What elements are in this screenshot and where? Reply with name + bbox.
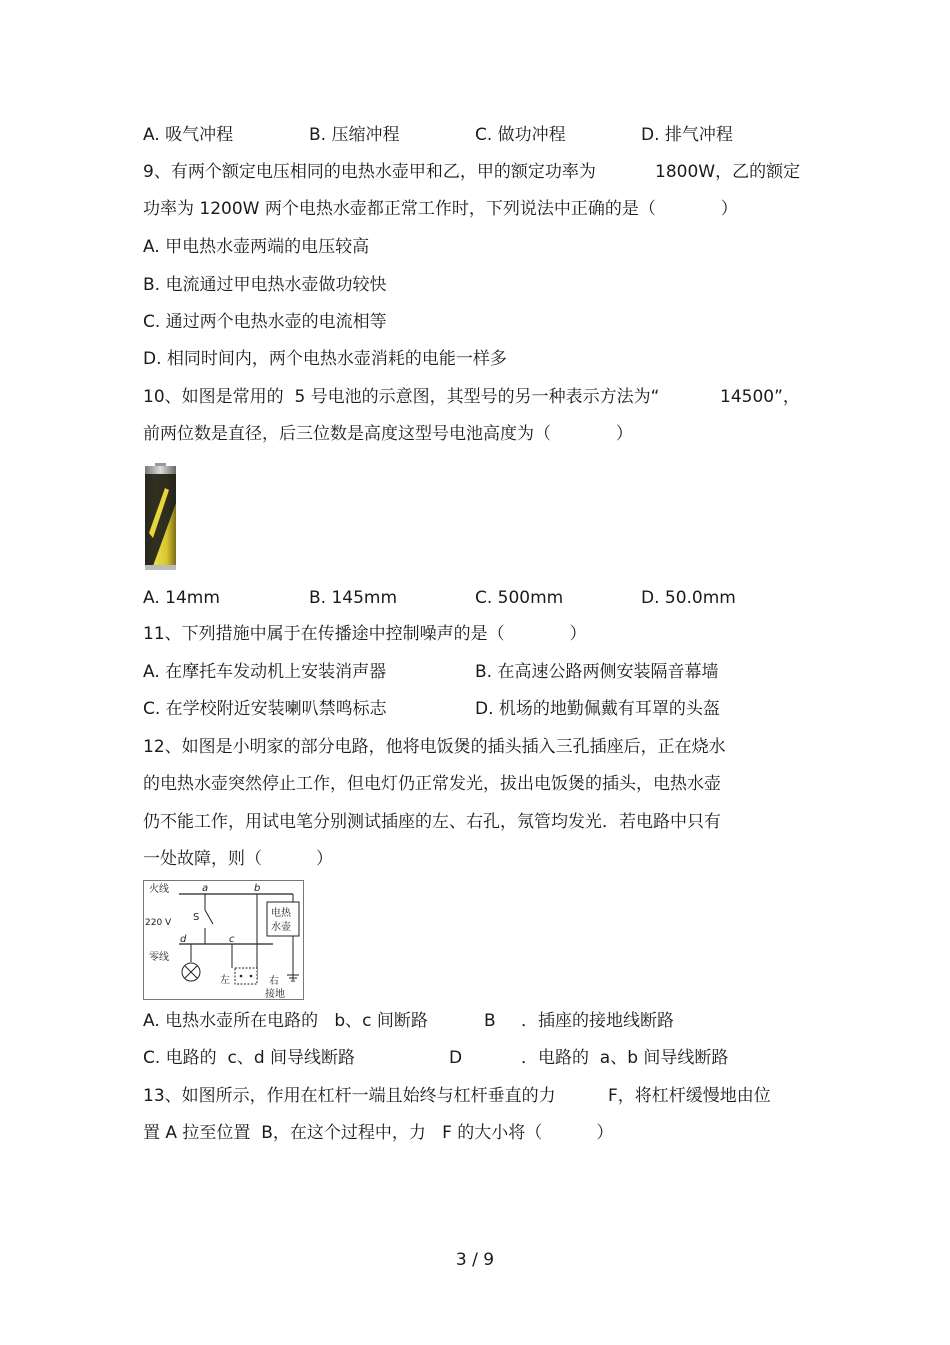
node-b-label: b (254, 883, 261, 894)
q11-stem: 11、下列措施中属于在传播途中控制噪声的是（ ） (143, 624, 587, 644)
aa-battery-image (143, 463, 178, 570)
q13-stem-line1: 13、如图所示，作用在杠杆一端且始终与杠杆垂直的力 (143, 1086, 556, 1106)
q13-stem-line2: 置 A 拉至位置 B，在这个过程中，力 F 的大小将（ ） (143, 1123, 614, 1143)
page-number: 3 / 9 (455, 1250, 495, 1270)
q10-option-b: B. 145mm (309, 588, 398, 608)
node-a-label: a (202, 883, 209, 894)
voltage-label: 220 V (145, 918, 172, 928)
q12-option-c: C. 电路的 c、d 间导线断路 (143, 1048, 356, 1068)
q12-option-d-text: ．电路的 a、b 间导线断路 (521, 1048, 729, 1068)
socket-left-label: 左 (220, 975, 230, 986)
q10-option-d: D. 50.0mm (641, 588, 736, 608)
q10-stem-line2: 前两位数是直径，后三位数是高度这型号电池高度为（ ） (143, 424, 633, 444)
q9-option-a: A. 甲电热水壶两端的电压较高 (143, 237, 370, 257)
switch-label: S (193, 912, 200, 923)
neutral-wire-label: 零线 (149, 952, 169, 963)
q13-stem-line1-end: F，将杠杆缓慢地由位 (608, 1086, 771, 1106)
circuit-diagram (143, 880, 304, 1000)
q10-option-a: A. 14mm (143, 588, 220, 608)
q8-option-c: C. 做功冲程 (475, 125, 566, 145)
q12-stem-line2: 的电热水壶突然停止工作，但电灯仍正常发光，拔出电饭煲的插头，电热水壶 (143, 774, 721, 794)
q8-option-d: D. 排气冲程 (641, 125, 733, 145)
q12-option-b-text: ．插座的接地线断路 (521, 1011, 674, 1031)
q10-stem-line1-end: 14500”， (720, 387, 800, 407)
q11-option-c: C. 在学校附近安装喇叭禁鸣标志 (143, 699, 387, 719)
q9-option-d: D. 相同时间内，两个电热水壶消耗的电能一样多 (143, 349, 507, 369)
q10-stem-line1: 10、如图是常用的 5 号电池的示意图，其型号的另一种表示方法为“ (143, 387, 660, 407)
q9-stem-line1: 9、有两个额定电压相同的电热水壶甲和乙，甲的额定功率为 (143, 162, 596, 182)
q11-option-d: D. 机场的地勤佩戴有耳罩的头盔 (475, 699, 720, 719)
kettle-label-1: 电热 (271, 908, 291, 919)
q9-option-b: B. 电流通过甲电热水壶做功较快 (143, 275, 387, 295)
ground-label: 接地 (265, 989, 285, 1000)
node-d-label: d (180, 934, 187, 945)
q8-option-b: B. 压缩冲程 (309, 125, 400, 145)
q12-option-d-letter: D (449, 1048, 463, 1068)
live-wire-label: 火线 (149, 884, 169, 895)
q11-option-a: A. 在摩托车发动机上安装消声器 (143, 662, 387, 682)
q10-option-c: C. 500mm (475, 588, 564, 608)
q9-stem-line2: 功率为 1200W 两个电热水壶都正常工作时，下列说法中正确的是（ ） (143, 199, 738, 219)
q12-stem-line1: 12、如图是小明家的部分电路，他将电饭煲的插头插入三孔插座后，正在烧水 (143, 737, 726, 757)
node-c-label: c (229, 934, 235, 945)
q12-stem-line3: 仍不能工作，用试电笔分别测试插座的左、右孔，氖管均发光．若电路中只有 (143, 812, 721, 832)
q12-option-a: A. 电热水壶所在电路的 b、c 间断路 (143, 1011, 428, 1031)
kettle-label-2: 水壶 (271, 922, 291, 933)
q8-option-a: A. 吸气冲程 (143, 125, 234, 145)
socket-right-label: 右 (269, 976, 279, 987)
q11-option-b: B. 在高速公路两侧安装隔音幕墙 (475, 662, 719, 682)
q12-option-b-letter: B (484, 1011, 496, 1031)
q9-option-c: C. 通过两个电热水壶的电流相等 (143, 312, 387, 332)
q12-stem-line4: 一处故障，则（ ） (143, 849, 334, 869)
q9-stem-line1-end: 1800W，乙的额定 (655, 162, 801, 182)
